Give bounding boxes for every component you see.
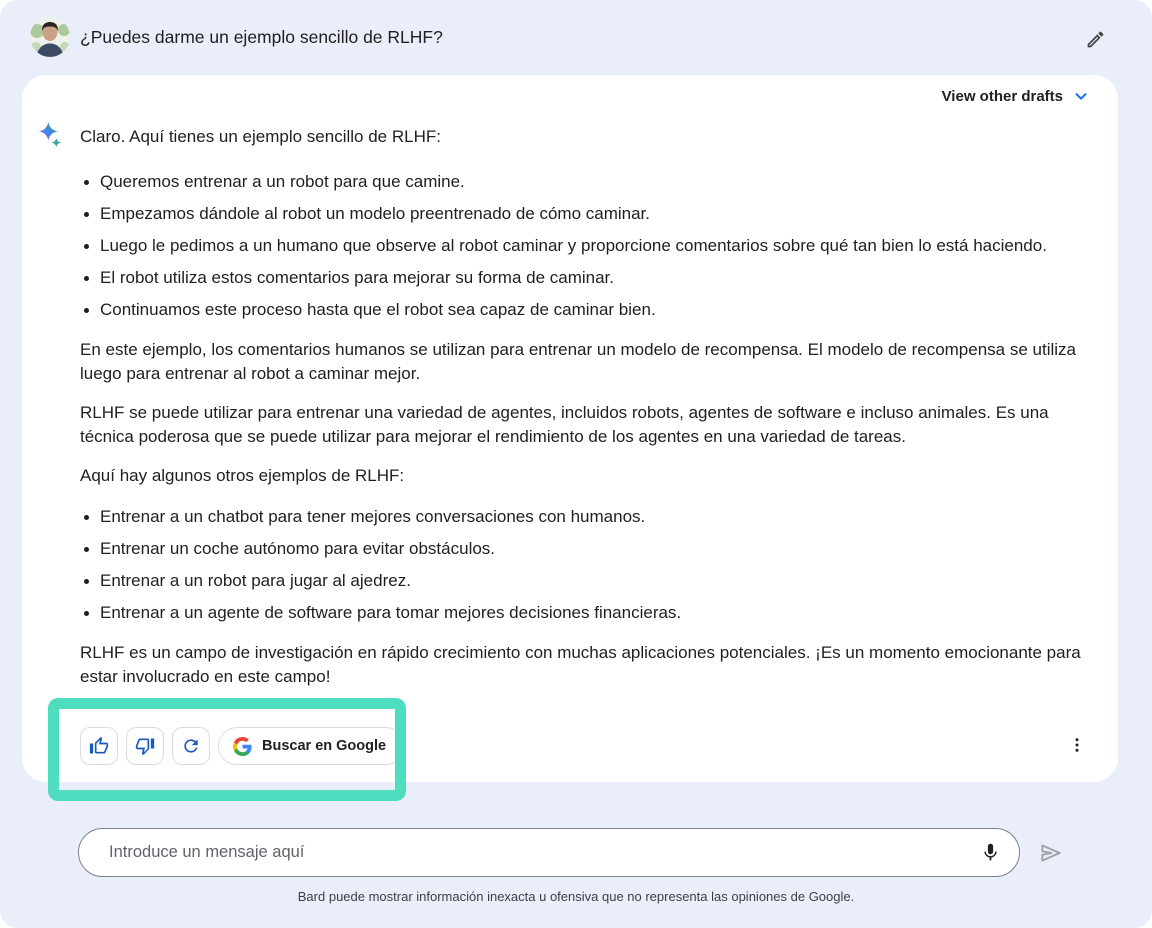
search-google-label: Buscar en Google xyxy=(262,738,387,754)
list-item: Empezamos dándole al robot un modelo preentrenado de cómo caminar. xyxy=(100,202,1082,226)
view-other-drafts-label: View other drafts xyxy=(941,87,1063,105)
microphone-icon xyxy=(980,842,1001,863)
kebab-menu-icon xyxy=(1068,735,1086,755)
message-input[interactable] xyxy=(109,843,973,862)
examples-intro: Aquí hay algunos otros ejemplos de RLHF: xyxy=(80,466,405,485)
list-item: Entrenar un coche autónomo para evitar obstáculos. xyxy=(100,537,1082,561)
response-content xyxy=(80,125,1082,689)
list-item: El robot utiliza estos comentarios para mejorar su forma de caminar. xyxy=(100,266,1082,290)
google-g-icon xyxy=(233,737,252,756)
response-intro: Claro. Aquí tienes un ejemplo sencillo de RLHF: xyxy=(80,127,441,146)
disclaimer-text: Bard puede mostrar información inexacta u ofensiva que no representa las opiniones de Google. xyxy=(297,889,855,904)
paragraph-closing: RLHF es un campo de investigación en rápido crecimiento con muchas aplicaciones potenciales. ¡Es un momento emocionante para estar involucrado en este campo! xyxy=(80,643,1081,686)
paragraph-agents: RLHF se puede utilizar para entrenar una variedad de agentes, incluidos robots, agentes de software e incluso animales. Es una técnica poderosa que se puede utilizar para mejorar el rendimiento de los agentes en una variedad de tareas. xyxy=(80,403,1049,446)
list-item: Continuamos este proceso hasta que el robot sea capaz de caminar bien. xyxy=(100,298,1082,322)
rlhf-examples-list xyxy=(80,505,1082,625)
regenerate-button[interactable] xyxy=(172,727,210,765)
user-avatar[interactable] xyxy=(30,17,70,57)
list-item: Entrenar a un chatbot para tener mejores conversaciones con humanos. xyxy=(100,505,1082,529)
chevron-down-icon xyxy=(1072,87,1090,105)
thumbs-up-icon xyxy=(89,736,109,756)
edit-question-button[interactable] xyxy=(1082,26,1108,52)
thumbs-down-icon xyxy=(135,736,155,756)
rlhf-steps-list xyxy=(80,170,1082,322)
pencil-icon xyxy=(1085,29,1106,50)
search-google-button[interactable] xyxy=(218,727,405,765)
user-avatar-photo xyxy=(30,17,70,57)
refresh-icon xyxy=(181,736,201,756)
thumbs-up-button[interactable] xyxy=(80,727,118,765)
response-action-bar xyxy=(80,727,405,765)
list-item: Entrenar a un agente de software para tomar mejores decisiones financieras. xyxy=(100,601,1082,625)
list-item: Luego le pedimos a un humano que observe al robot caminar y proporcione comentarios sobre qué tan bien lo está haciendo. xyxy=(100,234,1082,258)
paragraph-reward-model: En este ejemplo, los comentarios humanos se utilizan para entrenar un modelo de recompensa. El modelo de recompensa se utiliza luego para entrenar al robot a caminar mejor. xyxy=(80,340,1076,383)
microphone-button[interactable] xyxy=(973,836,1007,870)
more-options-button[interactable] xyxy=(1060,725,1094,765)
user-question: ¿Puedes darme un ejemplo sencillo de RLHF? xyxy=(80,27,443,47)
response-card xyxy=(22,75,1118,782)
thumbs-down-button[interactable] xyxy=(126,727,164,765)
list-item: Entrenar a un robot para jugar al ajedrez. xyxy=(100,569,1082,593)
bard-sparkle-icon xyxy=(38,121,68,151)
send-icon xyxy=(1038,840,1064,866)
message-composer xyxy=(78,828,1020,877)
send-message-button[interactable] xyxy=(1034,836,1068,870)
view-other-drafts-button[interactable] xyxy=(942,87,1090,105)
list-item: Queremos entrenar a un robot para que camine. xyxy=(100,170,1082,194)
